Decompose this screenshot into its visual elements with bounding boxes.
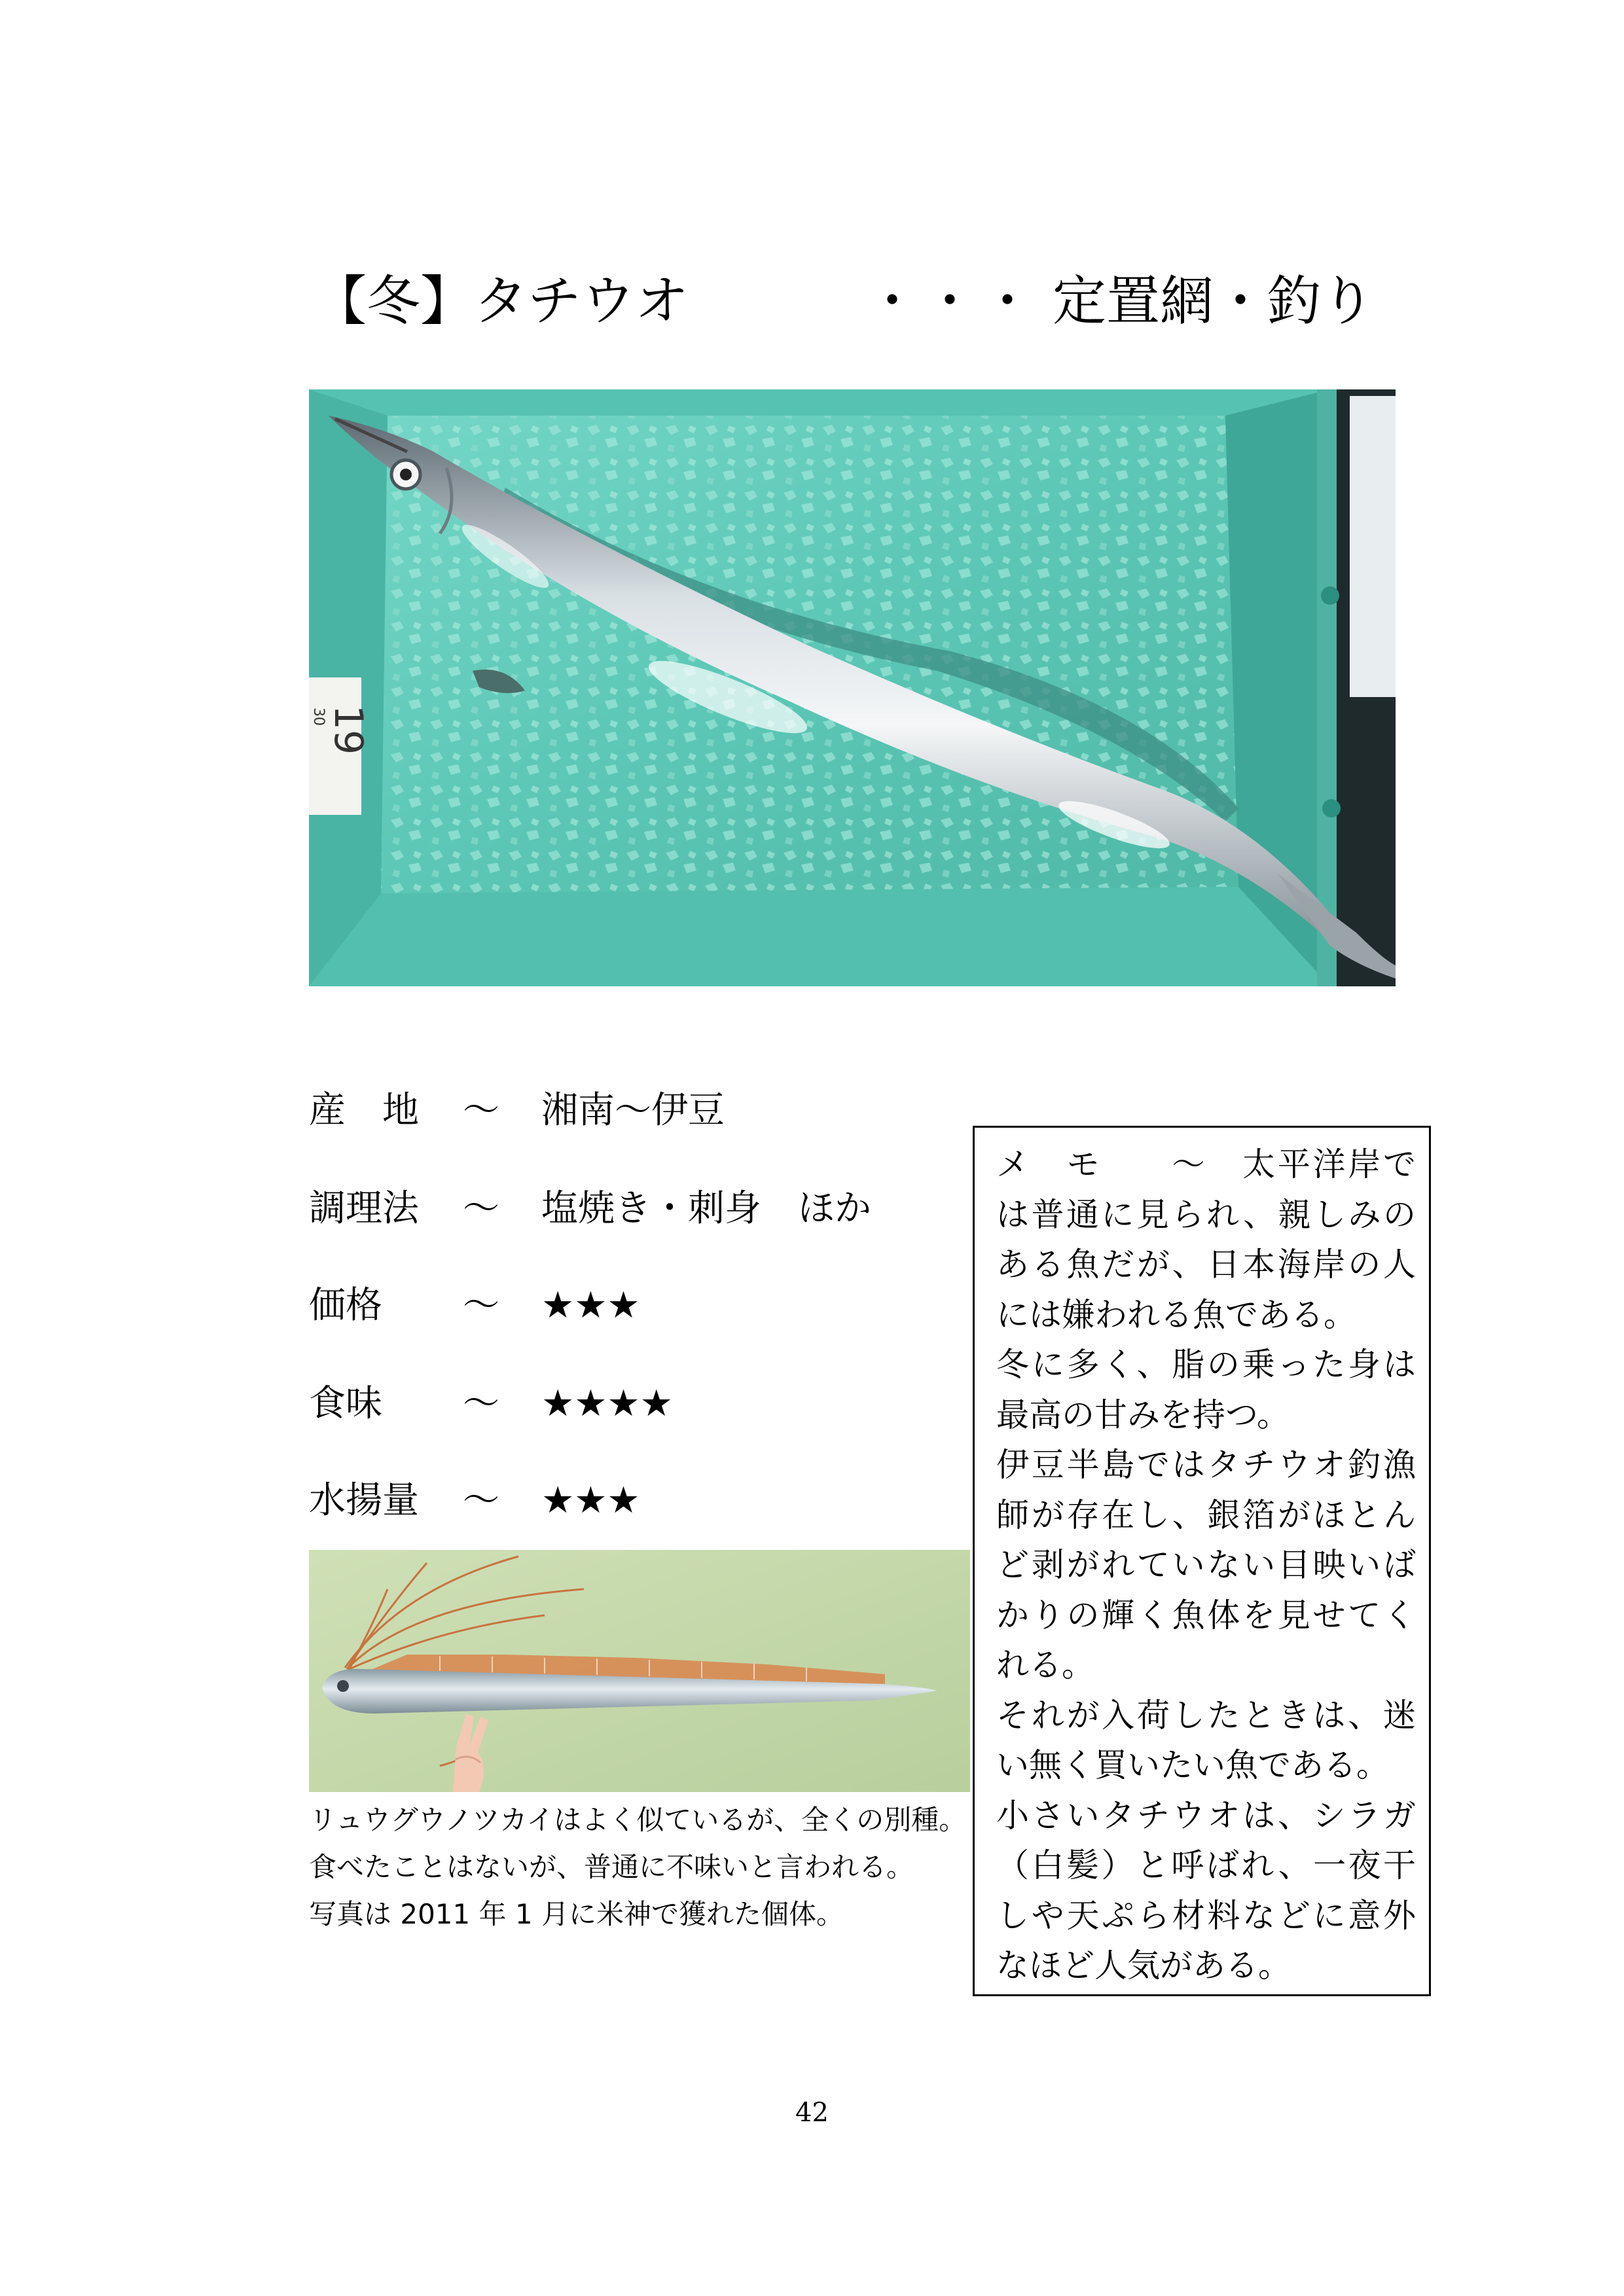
info-separator: ～ xyxy=(463,1089,499,1132)
info-label: 産 地 xyxy=(309,1089,419,1132)
memo-paragraph: それが入荷したときは、迷い無く買いたい魚である。 xyxy=(996,1696,1416,1784)
title-separator: ・・・ xyxy=(865,270,1039,332)
info-label: 水揚量 xyxy=(309,1479,419,1522)
info-separator: ～ xyxy=(463,1284,499,1327)
info-label: 調理法 xyxy=(309,1187,419,1230)
taste-rating: ★★★★ xyxy=(541,1382,673,1425)
memo-box xyxy=(973,1126,1431,1996)
hairtail-photo xyxy=(309,389,1396,986)
info-value: 塩焼き・刺身 ほか xyxy=(541,1187,871,1230)
caption-text: リュウグウノツカイはよく似ているが、全くの別種。食べたことはないが、普通に不味いと言われる。 xyxy=(309,1804,967,1883)
info-label: 食味 xyxy=(309,1382,382,1425)
fishing-method: 定置網・釣り xyxy=(1053,270,1375,332)
memo-paragraph: 小さいタチウオは、シラガ（白髪）と呼ばれ、一夜干しや天ぷら材料などに意外なほど人気がある。 xyxy=(996,1796,1416,1984)
catch-volume-rating: ★★★ xyxy=(541,1479,640,1522)
info-separator: ～ xyxy=(463,1382,499,1425)
caption-photo-note: 写真は 2011 年 1 月に米神で獲れた個体。 xyxy=(309,1898,844,1930)
page-title: 【冬】タチウオ xyxy=(313,270,689,332)
tray-edge-text: 30 xyxy=(310,708,327,726)
info-label: 価格 xyxy=(309,1284,382,1327)
info-separator: ～ xyxy=(463,1479,499,1522)
info-separator: ～ xyxy=(463,1187,499,1230)
memo-paragraph: 伊豆半島ではタチウオ釣漁師が存在し、銀箔がほとんど剥がれていない目映いばかりの輝く魚体を見せてくれる。 xyxy=(996,1446,1416,1684)
memo-heading: メ モ ～ 太平洋岸では普通に見られ、親しみのある魚だが、日本海岸の人には嫌われる魚である。 xyxy=(996,1145,1416,1334)
page-number: 42 xyxy=(795,2098,829,2128)
info-value: 湘南～伊豆 xyxy=(541,1089,725,1132)
memo-paragraph: 冬に多く、脂の乗った身は最高の甘みを持つ。 xyxy=(996,1346,1416,1434)
price-rating: ★★★ xyxy=(541,1284,640,1327)
tray-tag-text: 19 xyxy=(325,704,371,755)
oarfish-caption xyxy=(309,1797,970,1938)
oarfish-photo xyxy=(309,1550,970,1792)
